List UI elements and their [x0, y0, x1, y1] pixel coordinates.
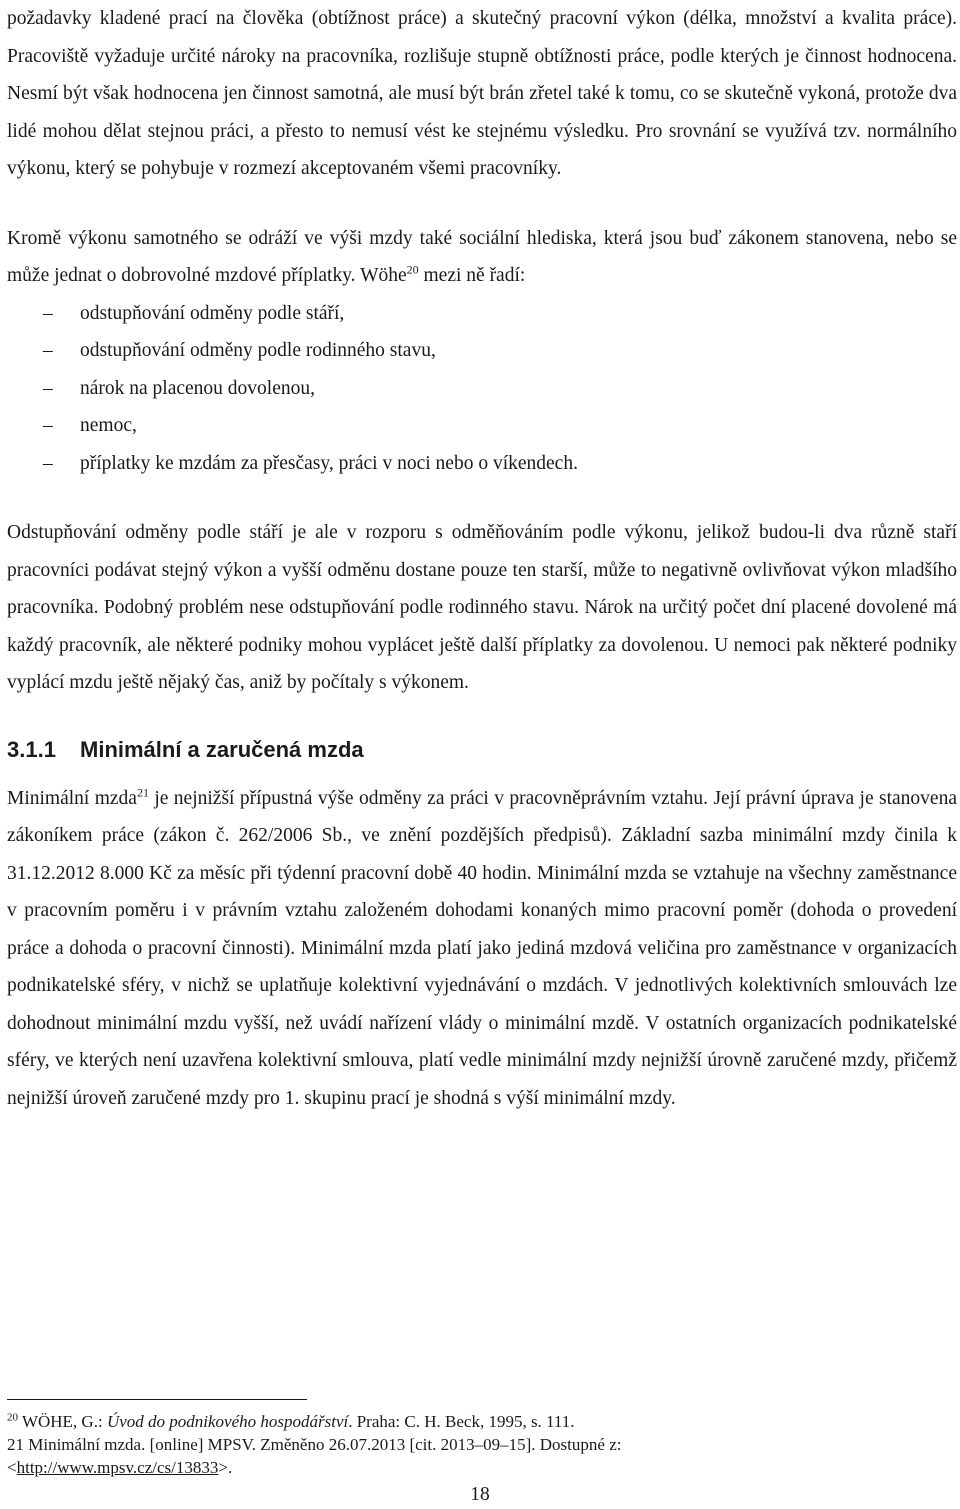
footnotes: [7, 1410, 947, 1479]
list-item-text: nemoc,: [80, 415, 137, 436]
list-item: [7, 445, 957, 483]
paragraph-age-differentiation: [7, 514, 957, 702]
footnote-marker: 20: [7, 1411, 18, 1424]
paragraph-social-aspects: [7, 220, 957, 295]
list-item-text: příplatky ke mzdám za přesčasy, práci v noci nebo o víkendech.: [80, 452, 578, 474]
list-item-text: odstupňování odměny podle rodinného stavu,: [80, 340, 436, 361]
paragraph-work-performance: [7, 0, 957, 188]
section-number: 3.1.1: [7, 736, 56, 762]
footnote-21: [7, 1433, 947, 1456]
footnote-20: [7, 1410, 947, 1433]
paragraph-text: požadavky kladené prací na člověka (obtížnost práce) a skutečný pracovní výkon (délka, množství a kvalita práce). Pracoviště vyžaduje určité nároky na pracovníka, rozlišuje stupně obtížnosti práce, podle kterých je činnost hodnocena. Nesmí být však hodnocena jen činnost samotná, ale musí být brán zřetel také k tomu, co se skutečně vykoná, protože dva lidé mohou dělat stejnou práci, a přesto to nemusí vést ke stejnému výsledku. Pro srovnání se využívá tzv. normálního výkonu, který se pohybuje v rozmezí akceptovaném všemi pracovníky.: [7, 8, 957, 179]
footnote-publisher: . Praha: C. H. Beck, 1995, s. 111.: [348, 1412, 575, 1431]
footnote-author: WÖHE, G.:: [18, 1412, 107, 1431]
footnote-book-title: Úvod do podnikového hospodářství: [106, 1412, 349, 1431]
section-title: Minimální a zaručená mzda: [80, 736, 364, 762]
link-bracket: <: [7, 1458, 17, 1477]
footnote-text: 21 Minimální mzda. [online] MPSV. Změněno 26.07.2013 [cit. 2013–09–15]. Dostupné z:: [7, 1435, 622, 1454]
dash-bullet: –: [43, 340, 53, 361]
list-item-text: nárok na placenou dovolenou,: [80, 377, 316, 399]
list-item: [7, 407, 957, 445]
paragraph-minimum-wage: [7, 780, 957, 1118]
paragraph-text: Minimální mzda: [7, 787, 137, 809]
source-link[interactable]: http://www.mpsv.cz/cs/13833: [16, 1458, 219, 1477]
list-item: [7, 370, 957, 408]
list-item: [7, 332, 957, 370]
page-number: 18: [470, 1484, 490, 1505]
dash-bullet: –: [43, 302, 53, 324]
paragraph-text: mezi ně řadí:: [418, 265, 526, 286]
footnote-reference[interactable]: 21: [136, 785, 149, 799]
list-item-text: odstupňování odměny podle stáří,: [80, 302, 345, 324]
bullet-list: [7, 295, 957, 483]
paragraph-text: Odstupňování odměny podle stáří je ale v rozporu s odměňováním podle výkonu, jelikož budou-li dva různě staří pracovníci podávat stejný výkon a vyšší odměnu dostane pouze ten starší, může to negativně ovlivňovat výkon mladšího pracovníka. Podobný problém nese odstupňování podle rodinného stavu. Nárok na určitý počet dní placené dovolené má každý pracovník, ale některé podniky mohou vyplácet ještě další příplatky za dovolenou. U nemoci pak některé podniky vyplácí mzdu ještě nějaký čas, aniž by počítaly s výkonem.: [7, 522, 957, 693]
document-page: [7, 0, 957, 1117]
dash-bullet: –: [43, 415, 53, 436]
paragraph-text: Kromě výkonu samotného se odráží ve výši mzdy také sociální hlediska, která jsou buď zákonem stanovena, nebo se může jednat o dobrovolné mzdové příplatky. Wöhe: [7, 227, 957, 286]
dash-bullet: –: [43, 377, 53, 399]
paragraph-text: je nejnižší přípustná výše odměny za práci v pracovněprávním vztahu. Její právní úprava je stanovena zákoníkem práce (zákon č. 262/2006 Sb., ve znění pozdějších předpisů). Základní sazba minimální mzdy činila k 31.12.2012 8.000 Kč za měsíc při týdenní pracovní době 40 hodin. Minimální mzda se vztahuje na všechny zaměstnance v pracovním poměru i v právním vztahu založeném dohodami konaných mimo pracovní poměr (dohoda o provedení práce a dohoda o pracovní činnosti). Minimální mzda platí jako jediná mzdová veličina pro zaměstnance v organizacích podnikatelské sféry, v nichž se uplatňuje kolektivní vyjednávání o mzdách. V jednotlivých kolektivních smlouvách lze dohodnout minimální mzdu vyšší, než uvádí nařízení vlády o minimální mzdě. V ostatních organizacích podnikatelské sféry, ve kterých není uzavřena kolektivní smlouva, platí vedle minimální mzdy nejnižší úrovně zaručené mzdy, přičemž nejnižší úroveň zaručené mzdy pro 1. skupinu prací je shodná s výší minimální mzdy.: [7, 787, 957, 1109]
link-bracket: >.: [218, 1458, 233, 1477]
footnote-21-link-line: [7, 1456, 947, 1479]
footnote-separator: [7, 1399, 307, 1400]
list-item: [7, 295, 957, 333]
section-heading: [7, 730, 957, 770]
dash-bullet: –: [43, 452, 53, 474]
footnote-reference[interactable]: 20: [406, 262, 419, 277]
